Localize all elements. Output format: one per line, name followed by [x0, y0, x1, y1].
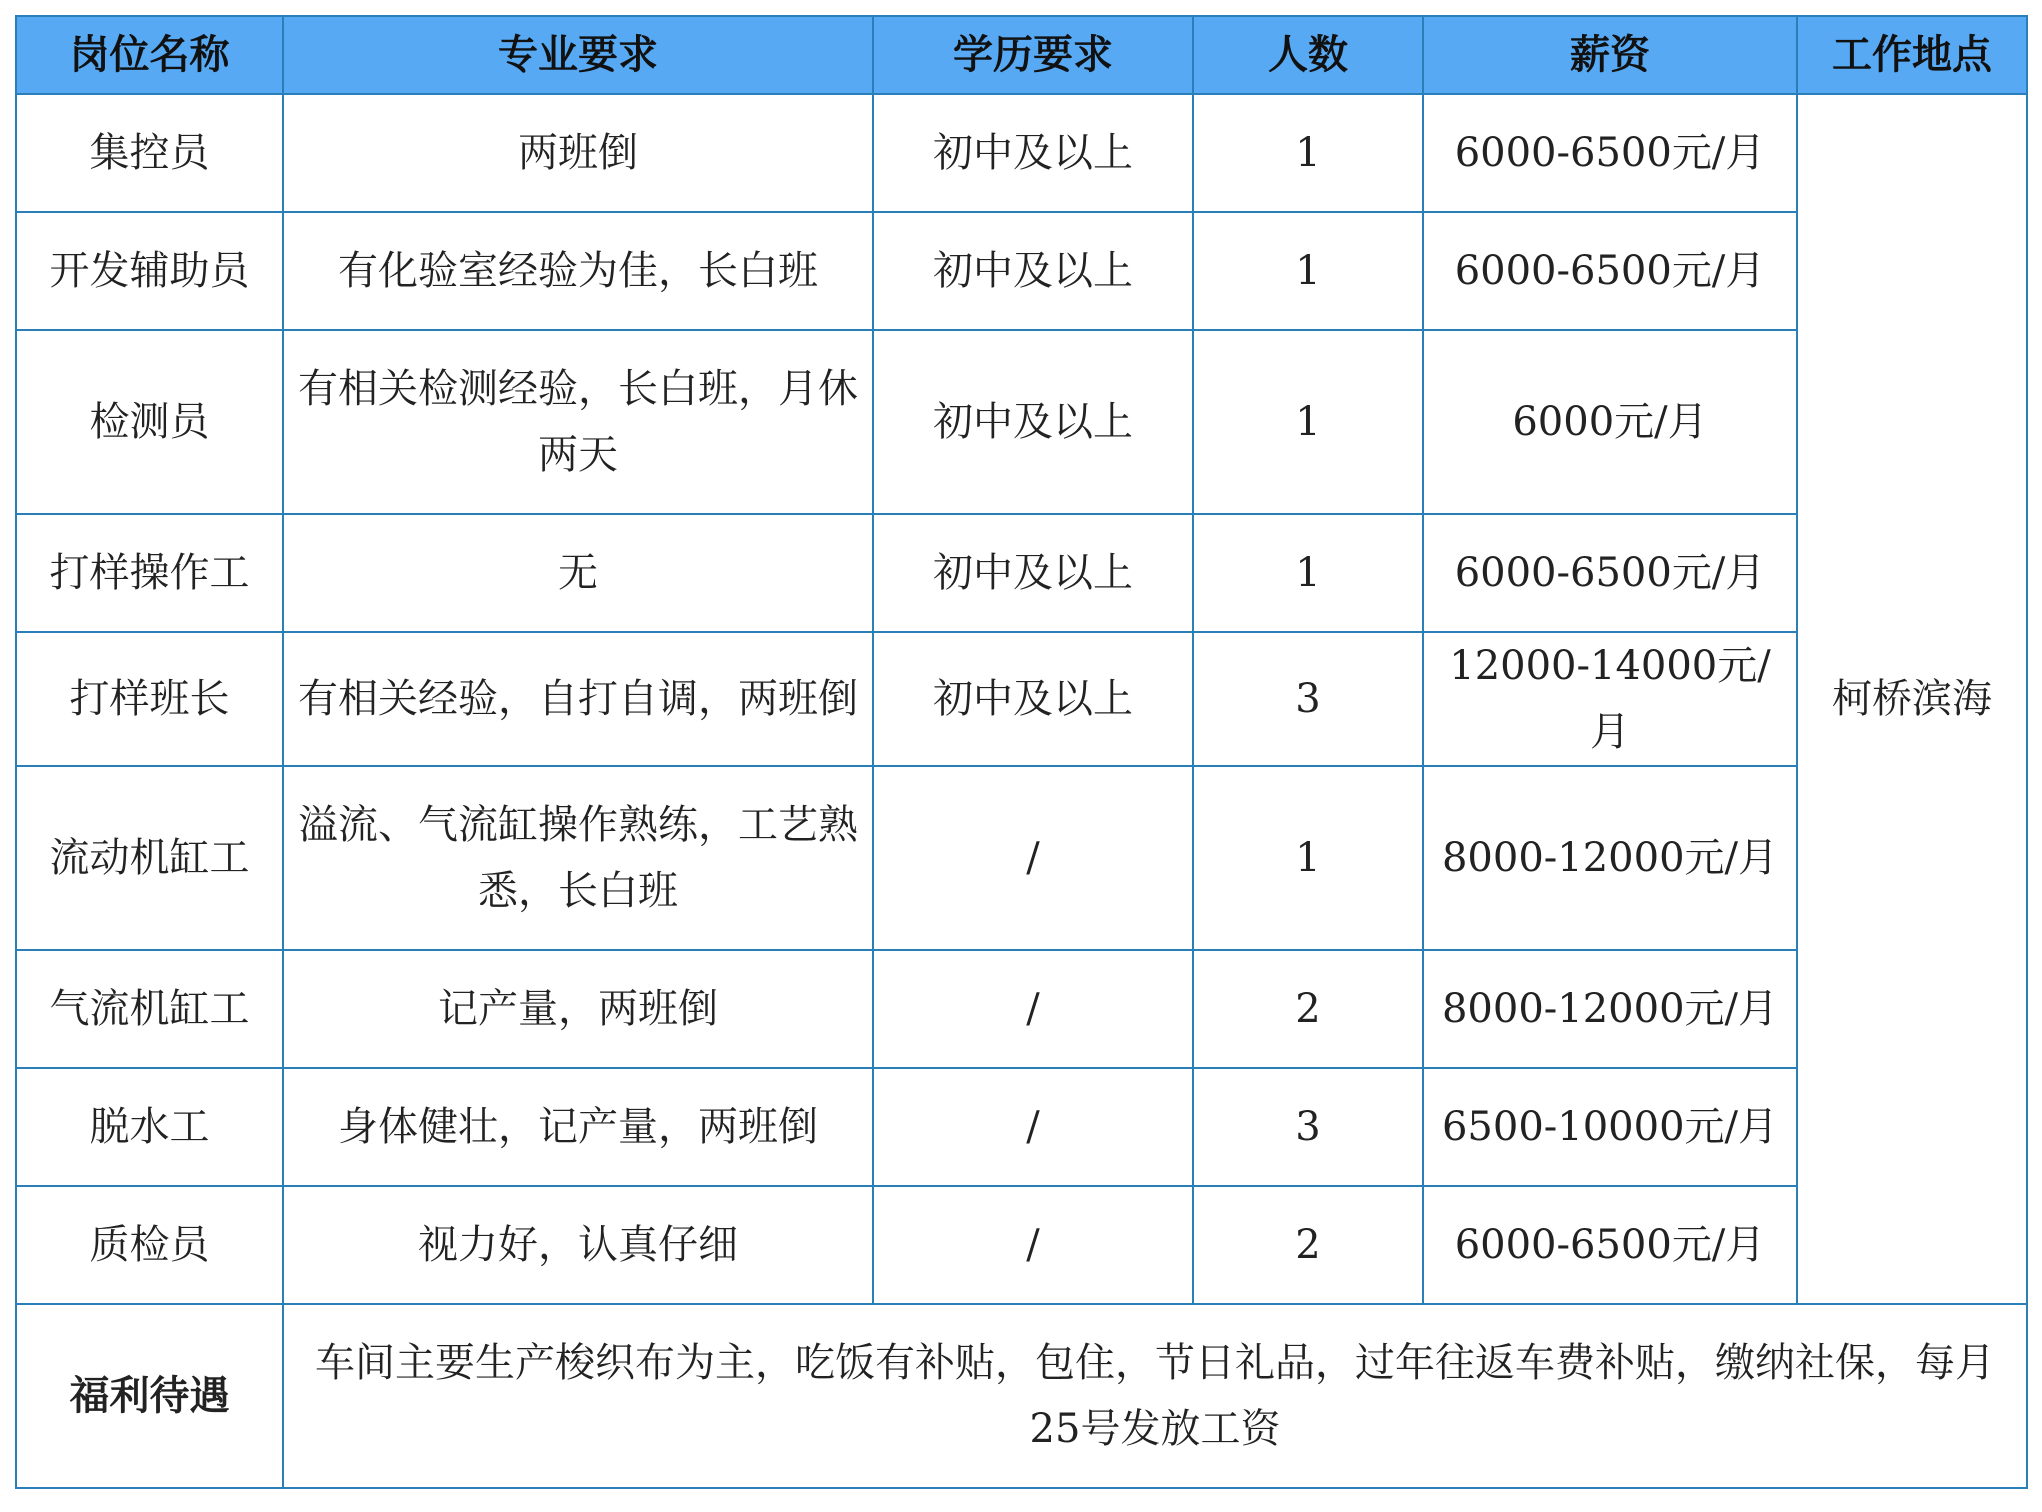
- location-cell: 柯桥滨海: [1797, 94, 2027, 1304]
- count-cell: 1: [1193, 766, 1423, 950]
- table-row: [16, 1068, 2027, 1186]
- requirement-cell: 有化验室经验为佳，长白班: [283, 212, 873, 330]
- salary-cell: 6000-6500元/月: [1423, 514, 1797, 632]
- job-title-cell: 气流机缸工: [16, 950, 283, 1068]
- job-title-cell: 集控员: [16, 94, 283, 212]
- job-title-cell: 质检员: [16, 1186, 283, 1304]
- requirement-cell: 记产量，两班倒: [283, 950, 873, 1068]
- education-cell: 初中及以上: [873, 212, 1193, 330]
- table-row: [16, 330, 2027, 514]
- job-title-cell: 脱水工: [16, 1068, 283, 1186]
- salary-cell: 6000-6500元/月: [1423, 212, 1797, 330]
- job-title-cell: 检测员: [16, 330, 283, 514]
- header-count: 人数: [1193, 16, 1423, 94]
- requirement-cell: 无: [283, 514, 873, 632]
- requirement-cell: 溢流、气流缸操作熟练，工艺熟悉，长白班: [283, 766, 873, 950]
- table-row: [16, 212, 2027, 330]
- count-cell: 1: [1193, 94, 1423, 212]
- education-cell: 初中及以上: [873, 632, 1193, 766]
- table-row: [16, 1186, 2027, 1304]
- header-location: 工作地点: [1797, 16, 2027, 94]
- count-cell: 3: [1193, 1068, 1423, 1186]
- salary-cell: 6000元/月: [1423, 330, 1797, 514]
- salary-cell: 6000-6500元/月: [1423, 94, 1797, 212]
- welfare-row: [16, 1304, 2027, 1488]
- welfare-label: 福利待遇: [16, 1304, 283, 1488]
- education-cell: /: [873, 950, 1193, 1068]
- header-row: [16, 16, 2027, 94]
- count-cell: 1: [1193, 212, 1423, 330]
- header-education: 学历要求: [873, 16, 1193, 94]
- requirement-cell: 有相关检测经验，长白班，月休两天: [283, 330, 873, 514]
- recruitment-table: [15, 15, 2028, 1489]
- header-requirement: 专业要求: [283, 16, 873, 94]
- education-cell: 初中及以上: [873, 330, 1193, 514]
- table-row: [16, 514, 2027, 632]
- table-row: [16, 766, 2027, 950]
- count-cell: 1: [1193, 330, 1423, 514]
- requirement-cell: 视力好，认真仔细: [283, 1186, 873, 1304]
- education-cell: 初中及以上: [873, 514, 1193, 632]
- salary-cell: 6000-6500元/月: [1423, 1186, 1797, 1304]
- salary-cell: 8000-12000元/月: [1423, 950, 1797, 1068]
- education-cell: /: [873, 1068, 1193, 1186]
- count-cell: 3: [1193, 632, 1423, 766]
- header-salary: 薪资: [1423, 16, 1797, 94]
- count-cell: 1: [1193, 514, 1423, 632]
- recruitment-table-container: [15, 15, 2028, 1489]
- education-cell: 初中及以上: [873, 94, 1193, 212]
- table-row: [16, 94, 2027, 212]
- education-cell: /: [873, 766, 1193, 950]
- job-title-cell: 打样操作工: [16, 514, 283, 632]
- welfare-text: 车间主要生产梭织布为主，吃饭有补贴，包住，节日礼品，过年往返车费补贴，缴纳社保，每月25号发放工资: [283, 1304, 2027, 1488]
- requirement-cell: 两班倒: [283, 94, 873, 212]
- education-cell: /: [873, 1186, 1193, 1304]
- job-title-cell: 开发辅助员: [16, 212, 283, 330]
- header-job-title: 岗位名称: [16, 16, 283, 94]
- table-row: [16, 632, 2027, 766]
- salary-cell: 6500-10000元/月: [1423, 1068, 1797, 1186]
- requirement-cell: 身体健壮，记产量，两班倒: [283, 1068, 873, 1186]
- requirement-cell: 有相关经验，自打自调，两班倒: [283, 632, 873, 766]
- count-cell: 2: [1193, 1186, 1423, 1304]
- job-title-cell: 打样班长: [16, 632, 283, 766]
- salary-cell: 12000-14000元/月: [1423, 632, 1797, 766]
- salary-cell: 8000-12000元/月: [1423, 766, 1797, 950]
- job-title-cell: 流动机缸工: [16, 766, 283, 950]
- count-cell: 2: [1193, 950, 1423, 1068]
- table-row: [16, 950, 2027, 1068]
